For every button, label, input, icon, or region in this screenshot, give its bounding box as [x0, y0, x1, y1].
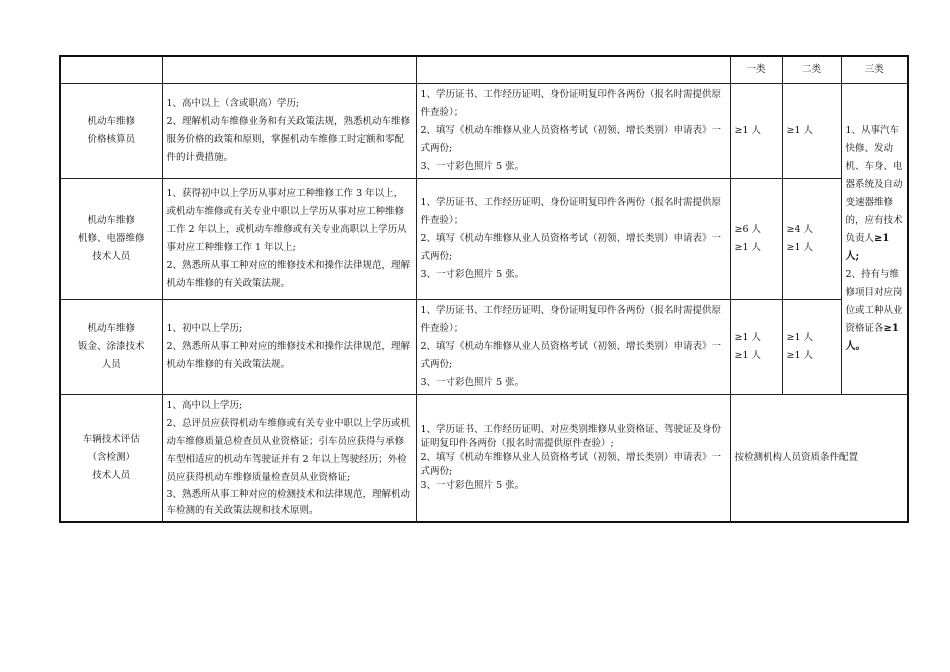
- header-class2: 二类: [782, 56, 841, 84]
- table-row: [60, 84, 908, 179]
- role-cell: 机动车维修 机修、电器维修 技术人员: [60, 179, 162, 300]
- table-row: [60, 179, 908, 300]
- class2-count: ≥4 人 ≥1 人: [782, 179, 841, 300]
- requirements-cell: 1、获得初中以上学历从事对应工种维修工作 3 年以上，或机动车维修或有关专业中职以上学历从事对应工种维修工作 2 年以上，或机动车维修或有关专业高职以上学历从事对应工种维修工作 1 年以上; 2、熟悉所从事工种对应的维修技术和操作法律规范，理解机动车维修的有关政策法规。: [162, 179, 416, 300]
- class3-note: 1、从事汽车快修、发动机、车身、电器系统及自动变速器维修的，应有技术负责人≥1 人; 2、持有与维修项目对应岗位或工种从业资格证各≥1 人。: [841, 84, 908, 395]
- header-materials: [416, 56, 730, 84]
- materials-cell: 1、学历证书、工作经历证明、身份证明复印件各两份（报名时需提供原件查验）； 2、填写《机动车维修从业人员资格考试（初领、增长类别）申请表》一式两份; 3、一寸彩色照片 5 张。: [416, 300, 730, 395]
- requirements-cell: 1、高中以上学历; 2、总评员应获得机动车维修或有关专业中职以上学历或机动车维修质量总检查员从业资格证；引车员应获得与承修车型相适应的机动车驾驶证并有 2 年以上驾驶经历；外检员应获得机动车维修质量检查员从业资格证; 3、熟悉所从事工种对应的检测技术和法律规范，理解机动车检测的有关政策法规和技术原则。: [162, 395, 416, 523]
- header-row: [60, 56, 908, 84]
- header-class1: 一类: [730, 56, 782, 84]
- requirements-cell: 1、初中以上学历; 2、熟悉所从事工种对应的维修技术和操作法律规范，理解机动车维修的有关政策法规。: [162, 300, 416, 395]
- merged-note: 按检测机构人员资质条件配置: [730, 395, 908, 523]
- requirements-cell: 1、高中以上（含或职高）学历; 2、理解机动车维修业务和有关政策法规，熟悉机动车维修服务价格的政策和原则，掌握机动车维修工时定额和零配件的计费措施。: [162, 84, 416, 179]
- requirements-table: [59, 55, 909, 523]
- header-role: [60, 56, 162, 84]
- class1-count: ≥1 人 ≥1 人: [730, 300, 782, 395]
- role-cell: 车辆技术评估 （含检测） 技术人员: [60, 395, 162, 523]
- materials-cell: 1、学历证书、工作经历证明、身份证明复印件各两份（报名时需提供原件查验）； 2、填写《机动车维修从业人员资格考试（初领、增长类别）申请表》一式两份; 3、一寸彩色照片 5 张。: [416, 84, 730, 179]
- materials-cell: 1、学历证书、工作经历证明、身份证明复印件各两份（报名时需提供原件查验）； 2、填写《机动车维修从业人员资格考试（初领、增长类别）申请表》一式两份; 3、一寸彩色照片 5 张。: [416, 179, 730, 300]
- class2-count: ≥1 人 ≥1 人: [782, 300, 841, 395]
- class1-count: ≥1 人: [730, 84, 782, 179]
- materials-cell: 1、学历证书、工作经历证明、对应类别维修从业资格证、驾驶证及身份证明复印件各两份（报名时需提供原件查验）; 2、填写《机动车维修从业人员资格考试（初领、增长类别）申请表》一式两份; 3、一寸彩色照片 5 张。: [416, 395, 730, 523]
- table-row: [60, 395, 908, 523]
- class1-count: ≥6 人 ≥1 人: [730, 179, 782, 300]
- class2-count: ≥1 人: [782, 84, 841, 179]
- role-cell: 机动车维修 钣金、涂漆技术 人员: [60, 300, 162, 395]
- table-row: [60, 300, 908, 395]
- header-class3: 三类: [841, 56, 908, 84]
- role-cell: 机动车维修 价格核算员: [60, 84, 162, 179]
- header-requirements: [162, 56, 416, 84]
